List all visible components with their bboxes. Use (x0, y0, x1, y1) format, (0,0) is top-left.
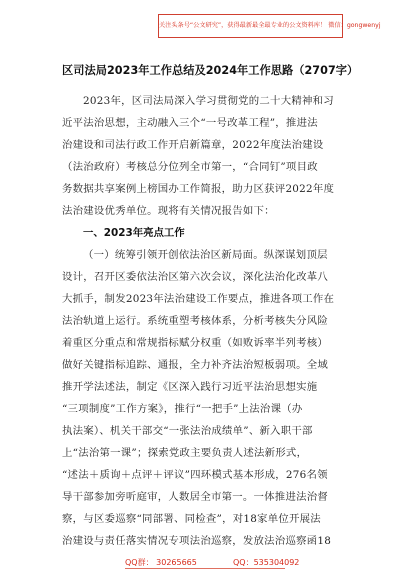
body-line: （法治政府）考核总分位列全市第一，“合同钉”项目政 (62, 161, 318, 173)
qq-group-link[interactable]: QQ群： 30265665 (125, 558, 197, 567)
body-line: 大抓手，制发2023年法治建设工作要点，推进各项工作在 (62, 293, 335, 305)
body-line: 法治轨道上运行。系统重塑考核体系，分析考核失分风险 (62, 315, 329, 327)
body-line: 设计，召开区委依法治区第六次会议，深化法治化改革八 (62, 271, 329, 283)
body-line: 近平法治思想，主动融入三个“一号改革工程”，推进法 (62, 117, 318, 129)
document-title: 区司法局2023年工作总结及2024年工作思路（2707字） (62, 64, 359, 77)
header-banner: 关注头条号“公文研究”，获得最新最全最专业的公文资料库！ 微信：gongwenyj (158, 14, 343, 38)
body-line: 做好关键指标追踪、通报，全力补齐法治短板弱项。全域 (62, 359, 329, 371)
footer-underline (125, 568, 285, 569)
document-body (62, 90, 354, 552)
body-line: 务数据共享案例上榜国办工作简报，助力区获评2022年度 (62, 183, 335, 195)
body-line: 推开学法述法，制定《区深入践行习近平法治思想实施 (62, 381, 318, 393)
body-line: 导干部参加旁听庭审，人数居全市第一。一体推进法治督 (62, 491, 329, 503)
qq-contact-link[interactable]: QQ：535304092 (233, 558, 300, 567)
body-line: 着重区分重点和常规指标赋分权重（如败诉率半列考核） (62, 337, 329, 349)
body-line: 治建设与责任落实情况专项法治巡察，发放法治巡察函18 (62, 535, 332, 547)
body-line: 执法案）、机关干部交“一张法治成绩单”、新入职干部 (62, 425, 313, 437)
body-line: 2023年，区司法局深入学习贯彻党的二十大精神和习 (83, 95, 334, 107)
body-line: 治建设和司法行政工作开启新篇章，2022年度法治建设 (62, 139, 324, 151)
section-heading: 一、2023年亮点工作 (83, 227, 185, 239)
body-line: “述法＋质询＋点评＋评议”四环模式基本形成，276名领 (62, 469, 328, 481)
body-line: （一）统筹引领开创依法治区新局面。纵深谋划顶层 (83, 249, 328, 261)
body-line: 上“法治第一课”；探索党政主要负责人述法新形式， (62, 447, 308, 459)
body-line: 察，与区委巡察“同部署、同检查”，对18家单位开展法 (62, 513, 321, 525)
body-line: “三项制度”工作方案》，推行“一把手”上法治课（办 (62, 403, 303, 415)
body-line: 法治建设优秀单位。现将有关情况报告如下： (62, 205, 275, 217)
